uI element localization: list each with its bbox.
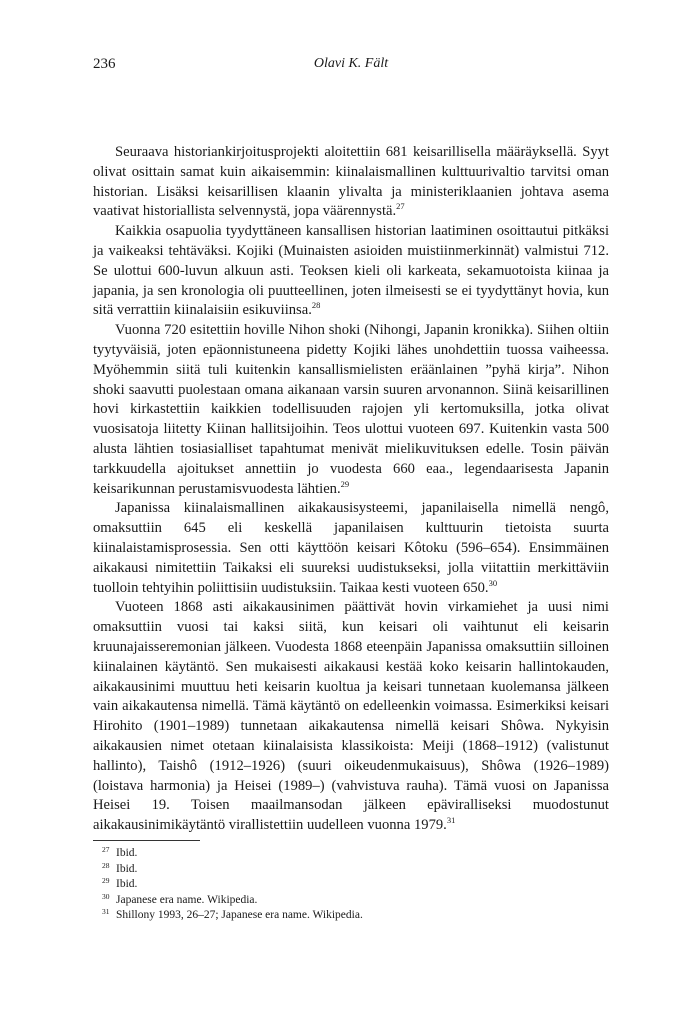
paragraph (93, 598, 609, 836)
paragraph-text: Seuraava historiankirjoitusprojekti aloitettiin 681 keisarillisella määräyksellä. Syyt olivat osittain samat kuin aikaisemmin: kiinalaismallinen kulttuurivaltio tarvitsi oman historian. Lisäksi keisarillisen klaanin ylivalta ja ministeriklaanien johtava asema vaativat historiallista selvennystä, jopa väärennystä. (93, 144, 609, 220)
footnote-ref[interactable]: 28 (311, 300, 321, 311)
footnote: 30 Japanese era name. Wikipedia. (102, 891, 258, 906)
paragraph (93, 143, 609, 222)
paragraph (93, 222, 609, 321)
footnote-text: Ibid. (116, 847, 138, 859)
paragraph-text: Vuonna 720 esitettiin hoville Nihon shoki (Nihongi, Japanin kronikka). Siihen oltiin tyytyväisiä, joten epäonnistuneena pidetty Kojiki lähes unohdettiin tuossa vaiheessa. Myöhemmin siitä tuli kuitenkin kansallismielisten eräänlainen ”pyhä kirja”. Nihon shoki saavutti puolestaan omana aikanaan varsin suuren arvonannon. Siinä keisarillinen hovi kirkastettiin kaikkien todellisuuden rajojen yli kertomuksilla, jotka olivat vuosisatoja liitetty Kiinan hallitsijoihin. Teos ulottui vuoteen 697. Kuitenkin vasta 500 alusta lähtien tosiasialliset tapahtumat menivät mielikuvituksen edelle. Tosin päivän tarkkuudella ajoitukset annettiin jo vuodesta 660 eaa., legendaarisesta Japanin keisarikunnan perustamisvuodesta lähtien. (93, 322, 609, 497)
footnote-text: Shillony 1993, 26–27; Japanese era name. Wikipedia. (116, 909, 363, 921)
page-header (93, 56, 609, 76)
footnote: 28 Ibid. (102, 860, 138, 875)
footnote-text: Ibid. (116, 862, 138, 875)
footnote: 29 Ibid. (102, 876, 138, 890)
paragraph-text: Vuoteen 1868 asti aikakausinimen päättivät hovin virkamiehet ja uusi nimi omaksuttiin vuosi tai kaksi siitä, kun keisari oli vaihtunut eli keisarin kruunajaisseremonian jälkeen. Vuodesta 1868 eteenpäin Japanissa omaksuttiin silloinen kiinalainen käytäntö. Sen mukaisesti aikakausi kestää koko keisarin hallintokauden, aikakausinimi muuttuu heti keisarin kuoltua ja keisari tunnetaan kuolemansa jälkeen vain aikakautensa nimellä. Tämä käytäntö on edelleenkin voimassa. Esimerkiksi keisari Hirohito (1901–1989) tunnetaan aikakautensa nimellä keisari Shôwa. Nykyisin aikakausien nimet otetaan kiinalaisista klassikoista: Meiji (1868–1912) (valistunut hallinto), Taishô (1912–1926) (suuri oikeudenmukaisuus), Shôwa (1926–1989) (loistava harmonia) ja Heisei (1989–) (vahvistuva rauha). Tämä vuosi on Japanissa Heisei 19. Toisen maailmansodan jälkeen epäviralliseksi muodostunut aikakausinimikäytäntö virallistettiin uudelleen vuonna 1979. (93, 599, 609, 834)
paragraph (93, 321, 609, 499)
paragraph (93, 499, 609, 598)
footnote-ref[interactable]: 29 (340, 478, 350, 489)
footnote-text: Ibid. (116, 878, 138, 890)
page-number: 236 (93, 56, 116, 72)
footnote: 31 Shillony 1993, 26–27; Japanese era name. Wikipedia. (102, 907, 363, 921)
footnote-text: Japanese era name. Wikipedia. (116, 893, 258, 906)
footnote-ref[interactable]: 31 (446, 815, 456, 826)
paragraph-text: Japanissa kiinalaismallinen aikakausisysteemi, japanilaisella nimellä nengô, omaksuttiin 645 eli keskellä japanilaisen kulttuurin tietoista suurta kiinalaistamisprosessia. Sen otti käyttöön keisari Kôtoku (596–654). Ensimmäinen aikakausi nimitettiin Taikaksi eli suureksi uudistukseksi, jolla viitattiin merkittäviin tuolloin tehtyihin poliittisiin uudistuksiin. Taikaa kesti vuoteen 650. (93, 500, 609, 596)
footnote-ref[interactable]: 27 (396, 201, 405, 212)
paragraph-text: Kaikkia osapuolia tyydyttäneen kansallisen historian laatiminen osoittautui pitkäksi ja vaikeaksi tehtäväksi. Kojiki (Muinaisten asioiden muistiinmerkinnät) valmistui 712. Se ulottui 600-luvun alkuun asti. Teoksen kieli oli karkeata, sekamuotoista kiinaa ja japania, ja sen kronologia oli puutteellinen, joten ilmeisesti se ei tyydyttänyt hovia, kun sitä verrattiin kiinalaisiin esikuviinsa. (93, 223, 609, 319)
footnotes (93, 846, 609, 924)
footnote-ref[interactable]: 30 (488, 577, 498, 588)
footnote-divider (93, 840, 200, 841)
running-head: Olavi K. Fält (313, 56, 389, 71)
footnote: 27 Ibid. (102, 845, 138, 859)
body-text (93, 143, 609, 836)
